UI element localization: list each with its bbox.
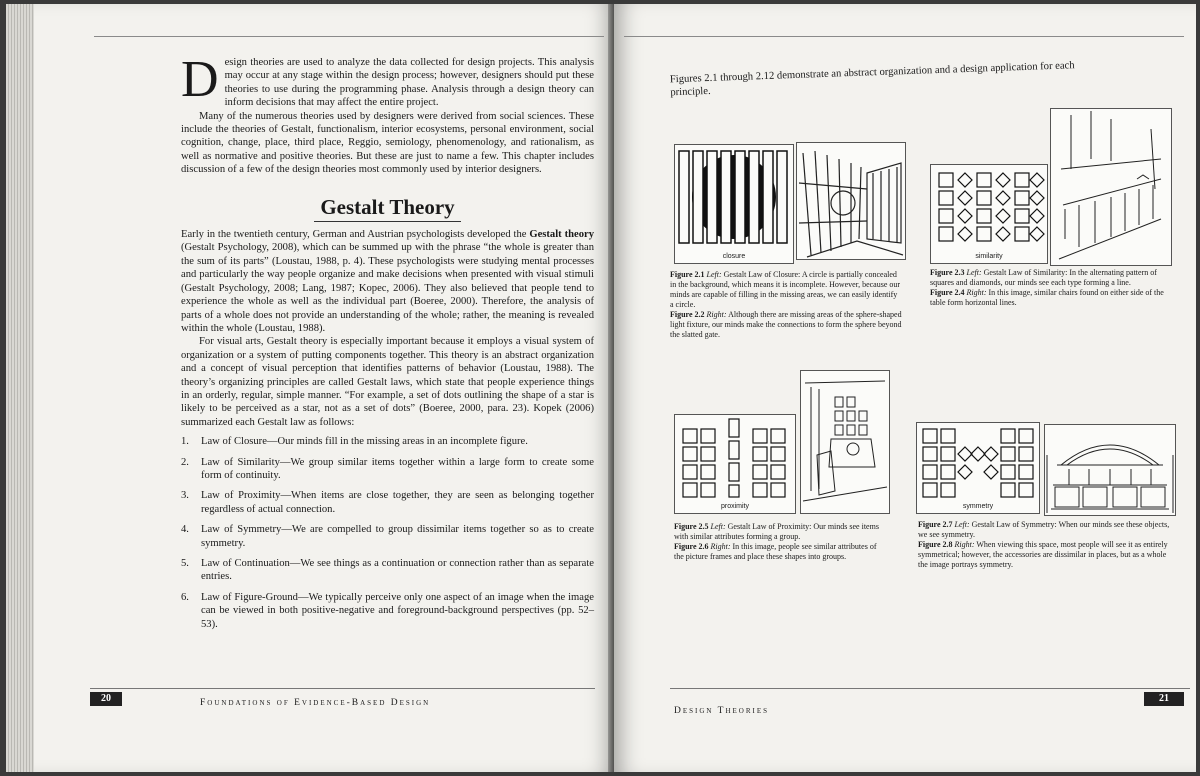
- figures-intro: Figures 2.1 through 2.12 demonstrate an abstract organization and a design application for each principle.: [669, 60, 1075, 99]
- top-rule: [94, 36, 604, 37]
- left-page: [34, 4, 614, 772]
- body-paragraph-1: Early in the twentieth century, German and Austrian psychologists developed the Gestalt theory (Gestalt Psychology, 2008), which can be summed up with the phrase “the whole is greater than the sum of its parts” (Loustau, 1988, p. 4). These psychologists were studying mental processes and particularly the way people organize and make decisions when presented with visual stimuli (Gestalt Psychology, 2008; Lang, 1987; Kopec, 2006). They also believed that people tend to experience the whole as well as the individual part (Boeree, 2000). Therefore, the analysis of parts of a whole does not provide an understanding of the whole; rather, the meaning is revealed within the whole (Loustau, 1988).: [181, 229, 594, 334]
- caption-figure-2-3-2-4: Figure 2.3 Left: Gestalt Law of Similarity: In the alternating pattern of squares and diamonds, our minds see each type forming a line. Figure 2.4 Right: In this image, similar chairs found on either side of the table form horizontal lines.: [930, 268, 1164, 307]
- running-head-left: Foundations of Evidence-Based Design: [200, 698, 431, 708]
- figure-frames-sketch: [800, 370, 890, 514]
- running-head-right: Design Theories: [674, 706, 770, 716]
- caption-figure-2-5-2-6: Figure 2.5 Left: Gestalt Law of Proximity: Our minds see items with similar attributes forming a group. Figure 2.6 Right: In this image, people see similar attributes of the picture frames and place these shapes into groups.: [674, 522, 879, 561]
- symmetry-graphic: [917, 423, 1039, 499]
- dining-sketch-graphic: [1051, 109, 1171, 265]
- list-item: 2. Law of Similarity—We group similar items together within a large form to create some form of continuity.: [181, 456, 594, 481]
- figure-proximity-diagram: [674, 414, 796, 514]
- figure-label: symmetry: [962, 503, 994, 510]
- figure-dining-sketch: [1050, 108, 1172, 266]
- list-item: 5. Law of Continuation—We see things as a continuation or connection rather than as separate entries.: [181, 558, 594, 583]
- frames-sketch-graphic: [801, 371, 889, 513]
- caption-figure-2-1-2-2: Figure 2.1 Left: Gestalt Law of Closure: A circle is partially concealed in the background, which means it is incomplete. However, because our minds are capable of filling in the missing areas, we can easily identify a circle. Figure 2.2 Right: Although there are missing areas of the sphere-shaped light fixture, our minds make the connections to form the sphere beyond the slatted gate.: [670, 270, 902, 339]
- intro-paragraph-1: Design theories are used to analyze the data collected for design projects. This analysis may occur at any stage within the design process; however, designers should put these theories to use during the programming phase. Analysis through a design theory can inform decisions that may affect the entire project.: [181, 51, 594, 109]
- proximity-graphic: [675, 415, 795, 499]
- right-page: [614, 4, 1196, 772]
- list-item: 6. Law of Figure-Ground—We typically perceive only one aspect of an image when the image can be viewed in both positive-negative and foreground-background perspectives (pp. 52–53).: [181, 591, 594, 630]
- closure-graphic: [675, 145, 793, 255]
- gate-sketch-graphic: [797, 143, 905, 259]
- figure-cabinetry-sketch: [1044, 424, 1176, 516]
- intro-paragraph-2: Many of the numerous theories used by designers were derived from social sciences. These include the theories of Gestalt, functionalism, interior ecosystems, personal environment, social cognition, change, place, third place, Reggio, semiology, phenomenology, and rationalism, as well as normative and positive theories. But these are just to name a few. This chapter includes discussion of a few of the design theories most commonly used by interior designers.: [181, 110, 594, 176]
- figure-closure-diagram: [674, 144, 794, 264]
- list-item: 4. Law of Symmetry—We are compelled to group dissimilar items together so as to create symmetry.: [181, 524, 594, 549]
- list-item: 1. Law of Closure—Our minds fill in the missing areas in an incomplete figure.: [181, 436, 528, 448]
- page-edges: [6, 4, 34, 772]
- figure-symmetry-diagram: [916, 422, 1040, 514]
- dropcap: D: [181, 51, 219, 108]
- body-paragraph-2: For visual arts, Gestalt theory is especially important because it employs a visual system of organization or a system of putting components together. This theory is an abstract organization and a concept of visual perception that identifies patterns of behavior (Loustau, 1988). The theory’s organizing principles are called Gestalt laws, which state that people experience things in an orderly, regular, simple manner. “For example, a set of dots outlining the shape of a star is likely to be perceived as a star, not as a set of dots” (Boeree, 2000, para. 23). Kopek (2006) summarized each Gestalt law as follows:: [181, 336, 594, 428]
- figure-label: similarity: [975, 253, 1003, 260]
- list-item: 3. Law of Proximity—When items are close together, they are seen as belonging together regardless of actual connection.: [181, 490, 594, 515]
- caption-figure-2-7-2-8: Figure 2.7 Left: Gestalt Law of Symmetry: When our minds see these objects, we see symmetry. Figure 2.8 Right: When viewing this space, most people will see it as entirely symmetrical; however, the accessories are dissimilar in places, but as a whole the image portrays symmetry.: [918, 520, 1170, 569]
- gestalt-laws-list: [181, 435, 594, 631]
- figure-gate-sketch: [796, 142, 906, 260]
- section-heading: Gestalt Theory: [181, 201, 594, 214]
- figure-label: closure: [722, 253, 746, 260]
- footer-rule: [670, 688, 1190, 689]
- left-text-column: [181, 51, 594, 638]
- page-number-left: 20: [90, 692, 122, 706]
- top-rule: [624, 36, 1184, 37]
- footer-rule: [90, 688, 595, 689]
- cabinetry-sketch-graphic: [1045, 425, 1175, 515]
- figure-similarity-diagram: [930, 164, 1048, 264]
- figure-label: proximity: [720, 503, 749, 510]
- page-number-right: 21: [1144, 692, 1184, 706]
- similarity-graphic: [931, 165, 1047, 249]
